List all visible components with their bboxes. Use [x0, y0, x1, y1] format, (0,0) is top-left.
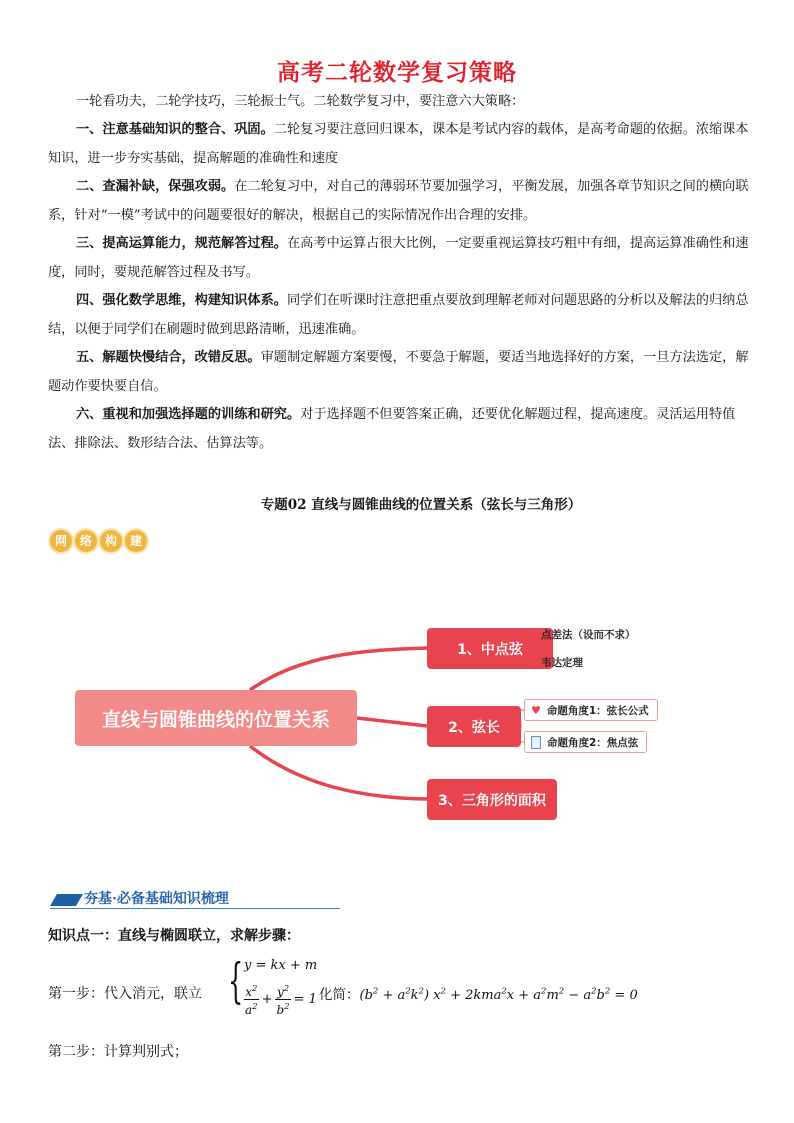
equation-ellipse: $\frac{x^2}{a^2}$ + $\frac{y^2}{b^2}$ = 1 [245, 984, 317, 1017]
strategy-2-head: 二、查漏补缺，保强攻弱。 [76, 179, 235, 194]
strategy-2-body: 在二轮复习中，对自己的薄弱环节要加强学习，平衡发展，加强各章节知识之间的横向联系，针对“一模”考试中的问题要很好的解决，根据自己的实际情况作出合理的安排。 [48, 179, 749, 223]
strategy-1-head: 一、注意基础知识的整合、巩固。 [76, 122, 274, 137]
heart-icon: ♥ [531, 703, 541, 717]
step-2-label: 第二步：计算判别式； [48, 1044, 188, 1060]
simplified-equation: 化简：$(b^2 + a^2k^2) x^2 + 2kma^2x + a^2m^2 - a^2b^2 = 0$ [319, 986, 638, 1003]
page-title: 高考二轮数学复习策略 [277, 60, 517, 86]
mindmap-node-chord-length: 2、弦长 [427, 706, 521, 747]
topic-title: 专题02 直线与圆锥曲线的位置关系（弦长与三角形） [260, 497, 582, 513]
strategy-4-body: 同学们在听课时注意把重点要放到理解老师对问题思路的分析以及解法的归纳总结，以便于同学们在刷题时做到思路清晰，迅速准确。 [48, 293, 749, 337]
badge-char-1: 网 [50, 530, 72, 552]
mindmap-leaf-focal-chord-label: 命题角度2：焦点弦 [547, 736, 639, 749]
badge-char-2: 络 [75, 530, 97, 552]
document-icon [531, 736, 541, 749]
knowledge-point-heading: 知识点一：直线与椭圆联立，求解步骤： [48, 928, 300, 944]
mindmap-leaf-point-difference: 点差法（设而不求） [541, 629, 636, 641]
strategy-1-body: 二轮复习要注意回归课本，课本是考试内容的载体，是高考命题的依据。浓缩课本知识，进一步夯实基础，提高解题的准确性和速度 [48, 122, 749, 166]
mindmap-leaf-vieta: 韦达定理 [541, 657, 583, 669]
step-1-label: 第一步：代入消元，联立 [48, 986, 202, 1002]
strategy-6-head: 六、重视和加强选择题的训练和研究。 [76, 407, 301, 422]
badge-char-3: 构 [100, 530, 122, 552]
mindmap-node-triangle-area: 3、三角形的面积 [427, 779, 557, 820]
mindmap-leaf-chord-formula-label: 命题角度1：弦长公式 [546, 704, 649, 717]
badge-char-4: 建 [125, 530, 147, 552]
strategy-2 [48, 173, 756, 230]
mindmap-root: 直线与圆锥曲线的位置关系 [75, 690, 357, 746]
strategy-4 [48, 287, 756, 344]
equation-line: y = kx + m [244, 958, 318, 973]
intro-paragraph: 一轮看功夫，二轮学技巧，三轮振士气。二轮数学复习中，要注意六大策略： [76, 94, 525, 109]
section-header-bar [50, 894, 83, 906]
strategy-4-head: 四、强化数学思维，构建知识体系。 [76, 293, 287, 308]
section-header-text: 夯基·必备基础知识梳理 [84, 891, 229, 907]
strategy-5-head: 五、解题快慢结合，改错反思。 [76, 350, 261, 365]
strategy-6 [48, 401, 756, 458]
mindmap-leaf-focal-chord [524, 731, 647, 753]
strategy-1 [48, 116, 756, 173]
mindmap-node-midpoint-chord: 1、中点弦 [427, 628, 553, 669]
strategy-5 [48, 344, 756, 401]
mindmap-leaf-chord-formula [524, 699, 658, 721]
strategy-3-head: 三、提高运算能力，规范解答过程。 [76, 236, 287, 251]
strategy-3 [48, 230, 756, 287]
simplify-label: 化简： [319, 987, 360, 1003]
strategy-3-body: 在高考中运算占很大比例，一定要重视运算技巧粗中有细，提高运算准确性和速度，同时，要规范解答过程及书写。 [48, 236, 749, 280]
system-brace: { [228, 953, 244, 1009]
strategy-5-body: 审题制定解题方案要慢，不要急于解题，要适当地选择好的方案，一旦方法选定，解题动作要快要自信。 [48, 350, 749, 394]
network-badge [50, 530, 147, 552]
section-header [50, 886, 340, 909]
strategy-6-body: 对于选择题不但要答案正确，还要优化解题过程，提高速度。灵活运用特值法、排除法、数形结合法、估算法等。 [48, 407, 736, 451]
